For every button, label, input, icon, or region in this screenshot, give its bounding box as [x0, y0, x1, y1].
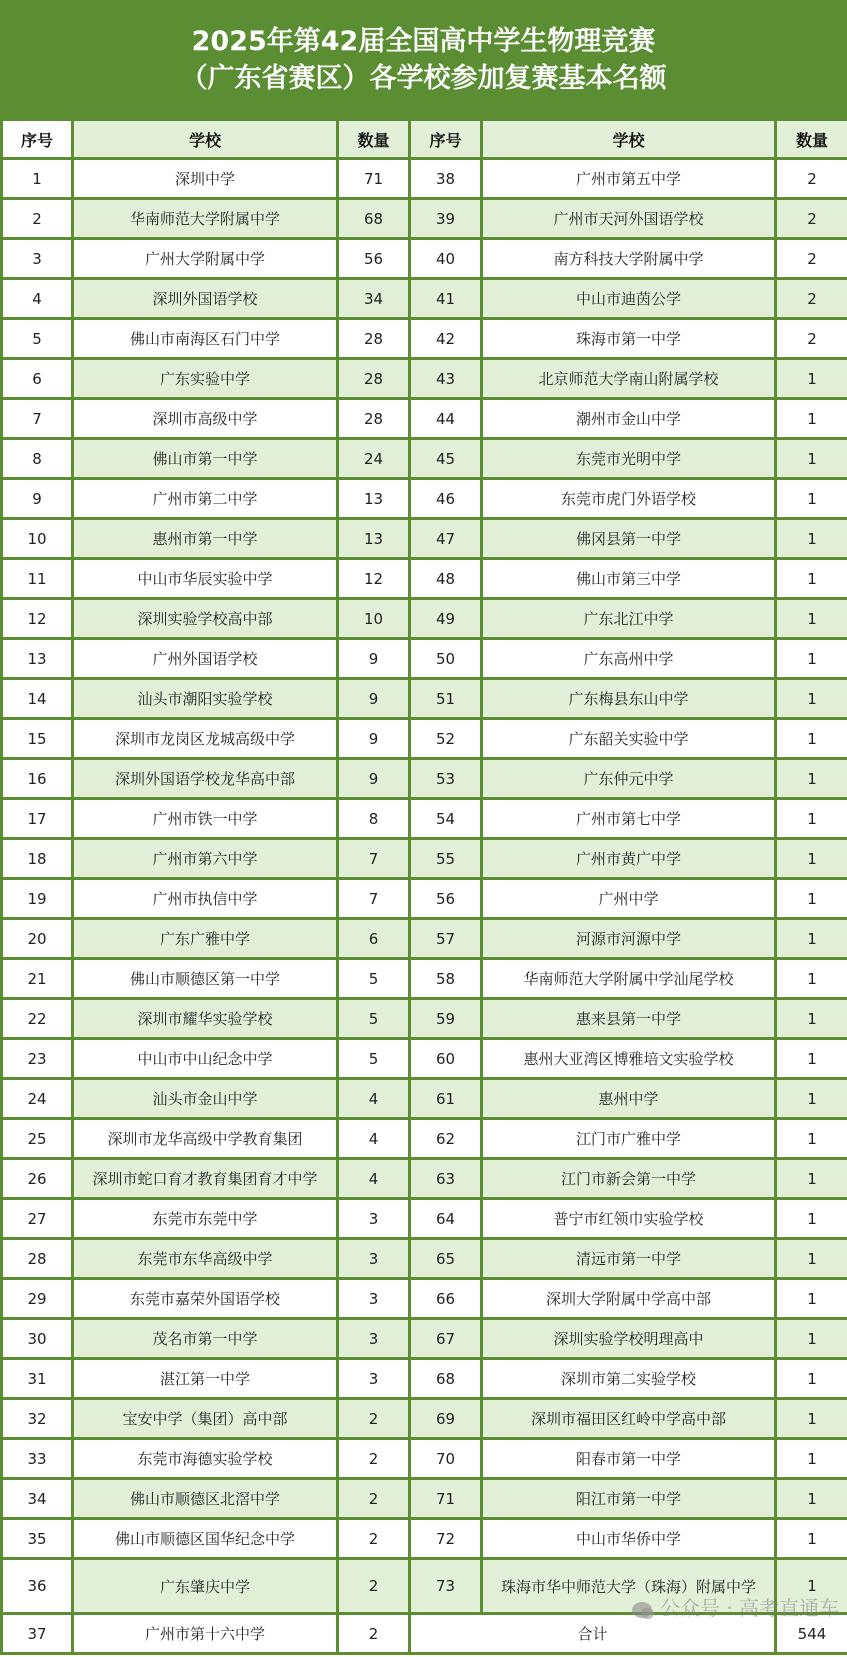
- header-count-left: 数量: [338, 120, 410, 159]
- cell-count: 7: [338, 879, 410, 919]
- cell-no: 30: [2, 1319, 73, 1359]
- cell-count: 1: [776, 1279, 847, 1319]
- cell-count: 28: [338, 319, 410, 359]
- cell-school: 惠州市第一中学: [73, 519, 338, 559]
- cell-no: 54: [410, 799, 482, 839]
- cell-count: 9: [338, 639, 410, 679]
- table-row: [2, 1119, 847, 1159]
- cell-no: 21: [2, 959, 73, 999]
- cell-count: 1: [776, 1199, 847, 1239]
- cell-school: 东莞市光明中学: [482, 439, 776, 479]
- cell-school: 佛山市南海区石门中学: [73, 319, 338, 359]
- cell-no: 68: [410, 1359, 482, 1399]
- cell-count: 1: [776, 519, 847, 559]
- cell-count: 1: [776, 1359, 847, 1399]
- cell-school: 汕头市潮阳实验学校: [73, 679, 338, 719]
- cell-school: 佛山市第一中学: [73, 439, 338, 479]
- cell-school: 广东仲元中学: [482, 759, 776, 799]
- cell-school: 广州市执信中学: [73, 879, 338, 919]
- cell-count: 3: [338, 1319, 410, 1359]
- cell-no: 26: [2, 1159, 73, 1199]
- cell-count: 5: [338, 959, 410, 999]
- cell-school: 惠州中学: [482, 1079, 776, 1119]
- cell-school: 佛山市顺德区国华纪念中学: [73, 1519, 338, 1559]
- cell-school: 广州市铁一中学: [73, 799, 338, 839]
- cell-school: 深圳市蛇口育才教育集团育才中学: [73, 1159, 338, 1199]
- cell-count: 24: [338, 439, 410, 479]
- cell-count: 3: [338, 1239, 410, 1279]
- cell-no: 66: [410, 1279, 482, 1319]
- cell-no: 38: [410, 159, 482, 199]
- cell-no: 50: [410, 639, 482, 679]
- table-row: [2, 1399, 847, 1439]
- cell-count: 1: [776, 1319, 847, 1359]
- cell-count: 2: [338, 1559, 410, 1614]
- cell-count: 4: [338, 1079, 410, 1119]
- table-row: [2, 1239, 847, 1279]
- cell-school: 华南师范大学附属中学汕尾学校: [482, 959, 776, 999]
- table-row: [2, 639, 847, 679]
- table-row: [2, 599, 847, 639]
- header-no-left: 序号: [2, 120, 73, 159]
- cell-no: 47: [410, 519, 482, 559]
- table-row: [2, 999, 847, 1039]
- cell-no: 3: [2, 239, 73, 279]
- cell-no: 33: [2, 1439, 73, 1479]
- table-row: [2, 839, 847, 879]
- table-row: [2, 479, 847, 519]
- cell-no: 45: [410, 439, 482, 479]
- cell-no: 36: [2, 1559, 73, 1614]
- cell-school: 广州中学: [482, 879, 776, 919]
- cell-no: 10: [2, 519, 73, 559]
- cell-school: 东莞市东莞中学: [73, 1199, 338, 1239]
- table-row: [2, 879, 847, 919]
- cell-no: 42: [410, 319, 482, 359]
- cell-school: 东莞市海德实验学校: [73, 1439, 338, 1479]
- title-banner: [0, 0, 847, 120]
- cell-count: 1: [776, 679, 847, 719]
- cell-no: 1: [2, 159, 73, 199]
- table-row: [2, 1079, 847, 1119]
- cell-school: 广州市第五中学: [482, 159, 776, 199]
- cell-count: 8: [338, 799, 410, 839]
- cell-count: 5: [338, 999, 410, 1039]
- cell-no: 57: [410, 919, 482, 959]
- cell-no: 4: [2, 279, 73, 319]
- cell-count: 9: [338, 679, 410, 719]
- cell-count: 6: [338, 919, 410, 959]
- cell-school: 广东高州中学: [482, 639, 776, 679]
- cell-count: 71: [338, 159, 410, 199]
- cell-count: 68: [338, 199, 410, 239]
- cell-no: 51: [410, 679, 482, 719]
- cell-school: 深圳实验学校高中部: [73, 599, 338, 639]
- table-row: [2, 1479, 847, 1519]
- cell-school: 华南师范大学附属中学: [73, 199, 338, 239]
- cell-count: 2: [338, 1519, 410, 1559]
- cell-count: 1: [776, 1239, 847, 1279]
- cell-no: 2: [2, 199, 73, 239]
- table-row: [2, 799, 847, 839]
- cell-count: 4: [338, 1119, 410, 1159]
- cell-count: 2: [776, 199, 847, 239]
- table-row: [2, 319, 847, 359]
- cell-no: 14: [2, 679, 73, 719]
- cell-no: 11: [2, 559, 73, 599]
- cell-count: 9: [338, 759, 410, 799]
- table-row: [2, 199, 847, 239]
- cell-no: 34: [2, 1479, 73, 1519]
- table-row: [2, 519, 847, 559]
- cell-school: 深圳市福田区红岭中学高中部: [482, 1399, 776, 1439]
- cell-no: 52: [410, 719, 482, 759]
- cell-school: 广州市第七中学: [482, 799, 776, 839]
- cell-no: 12: [2, 599, 73, 639]
- cell-school: 惠州大亚湾区博雅培文实验学校: [482, 1039, 776, 1079]
- cell-count: 1: [776, 959, 847, 999]
- cell-school: 珠海市华中师范大学（珠海）附属中学: [482, 1559, 776, 1614]
- table-row: [2, 959, 847, 999]
- cell-no: 67: [410, 1319, 482, 1359]
- cell-school: 深圳市龙华高级中学教育集团: [73, 1119, 338, 1159]
- cell-count: 2: [338, 1439, 410, 1479]
- cell-no: 6: [2, 359, 73, 399]
- header-school-left: 学校: [73, 120, 338, 159]
- cell-school: 宝安中学（集团）高中部: [73, 1399, 338, 1439]
- cell-no: 28: [2, 1239, 73, 1279]
- cell-no: 8: [2, 439, 73, 479]
- cell-no: 35: [2, 1519, 73, 1559]
- cell-count: 1: [776, 1399, 847, 1439]
- table-row: [2, 679, 847, 719]
- cell-count: 34: [338, 279, 410, 319]
- cell-school: 广东肇庆中学: [73, 1559, 338, 1614]
- cell-no: 9: [2, 479, 73, 519]
- cell-no: 70: [410, 1439, 482, 1479]
- cell-no: 58: [410, 959, 482, 999]
- cell-count: 3: [338, 1279, 410, 1319]
- cell-school: 阳江市第一中学: [482, 1479, 776, 1519]
- cell-count: 2: [776, 319, 847, 359]
- table-row: [2, 1519, 847, 1559]
- cell-no: 13: [2, 639, 73, 679]
- cell-school: 汕头市金山中学: [73, 1079, 338, 1119]
- cell-school: 深圳外国语学校: [73, 279, 338, 319]
- cell-school: 潮州市金山中学: [482, 399, 776, 439]
- cell-count: 2: [338, 1399, 410, 1439]
- cell-school: 江门市广雅中学: [482, 1119, 776, 1159]
- cell-count: 1: [776, 879, 847, 919]
- cell-school: 深圳市龙岗区龙城高级中学: [73, 719, 338, 759]
- cell-school: 深圳大学附属中学高中部: [482, 1279, 776, 1319]
- cell-school: 东莞市嘉荣外国语学校: [73, 1279, 338, 1319]
- cell-school: 惠来县第一中学: [482, 999, 776, 1039]
- cell-count: 28: [338, 359, 410, 399]
- cell-school: 清远市第一中学: [482, 1239, 776, 1279]
- title-line-1: 2025年第42届全国高中学生物理竞赛: [191, 26, 656, 57]
- cell-no: 55: [410, 839, 482, 879]
- cell-no: 73: [410, 1559, 482, 1614]
- cell-count: 56: [338, 239, 410, 279]
- cell-school: 南方科技大学附属中学: [482, 239, 776, 279]
- cell-count: 1: [776, 1079, 847, 1119]
- cell-count: 1: [776, 1519, 847, 1559]
- quota-table: [0, 118, 847, 1655]
- cell-no: 62: [410, 1119, 482, 1159]
- cell-school: 广州市天河外国语学校: [482, 199, 776, 239]
- cell-count: 1: [776, 1439, 847, 1479]
- cell-no: 59: [410, 999, 482, 1039]
- table-row: [2, 1319, 847, 1359]
- table-row: [2, 1614, 847, 1654]
- cell-no: 61: [410, 1079, 482, 1119]
- cell-no: 23: [2, 1039, 73, 1079]
- cell-school: 广东北江中学: [482, 599, 776, 639]
- cell-count: 28: [338, 399, 410, 439]
- table-header-row: [2, 120, 847, 159]
- cell-count: 7: [338, 839, 410, 879]
- cell-no: 37: [2, 1614, 73, 1654]
- cell-no: 56: [410, 879, 482, 919]
- cell-count: 1: [776, 559, 847, 599]
- cell-count: 2: [338, 1479, 410, 1519]
- cell-school: 阳春市第一中学: [482, 1439, 776, 1479]
- table-row: [2, 1439, 847, 1479]
- cell-no: 69: [410, 1399, 482, 1439]
- cell-school: 中山市华辰实验中学: [73, 559, 338, 599]
- table-row: [2, 919, 847, 959]
- cell-no: 53: [410, 759, 482, 799]
- cell-school: 东莞市东华高级中学: [73, 1239, 338, 1279]
- table-row: [2, 1199, 847, 1239]
- cell-count: 1: [776, 719, 847, 759]
- table-row: [2, 359, 847, 399]
- cell-count: 1: [776, 839, 847, 879]
- cell-count: 1: [776, 479, 847, 519]
- cell-school: 广州大学附属中学: [73, 239, 338, 279]
- cell-no: 65: [410, 1239, 482, 1279]
- cell-school: 深圳市高级中学: [73, 399, 338, 439]
- cell-school: 中山市华侨中学: [482, 1519, 776, 1559]
- cell-school: 江门市新会第一中学: [482, 1159, 776, 1199]
- cell-count: 1: [776, 1039, 847, 1079]
- cell-no: 44: [410, 399, 482, 439]
- table-row: [2, 1159, 847, 1199]
- table-row: [2, 399, 847, 439]
- cell-no: 40: [410, 239, 482, 279]
- cell-school: 深圳实验学校明理高中: [482, 1319, 776, 1359]
- cell-school: 广东韶关实验中学: [482, 719, 776, 759]
- cell-school: 广州外国语学校: [73, 639, 338, 679]
- table-row: [2, 1559, 847, 1614]
- cell-count: 2: [776, 279, 847, 319]
- cell-school: 佛山市顺德区第一中学: [73, 959, 338, 999]
- cell-count: 3: [338, 1199, 410, 1239]
- cell-no: 71: [410, 1479, 482, 1519]
- cell-school: 广东广雅中学: [73, 919, 338, 959]
- cell-no: 22: [2, 999, 73, 1039]
- cell-school: 北京师范大学南山附属学校: [482, 359, 776, 399]
- cell-no: 5: [2, 319, 73, 359]
- cell-no: 18: [2, 839, 73, 879]
- total-label: 合计: [410, 1614, 776, 1654]
- cell-count: 1: [776, 1479, 847, 1519]
- table-row: [2, 559, 847, 599]
- cell-no: 64: [410, 1199, 482, 1239]
- cell-no: 16: [2, 759, 73, 799]
- cell-count: 4: [338, 1159, 410, 1199]
- cell-count: 2: [776, 159, 847, 199]
- header-no-right: 序号: [410, 120, 482, 159]
- cell-no: 31: [2, 1359, 73, 1399]
- cell-no: 48: [410, 559, 482, 599]
- cell-count: 1: [776, 1159, 847, 1199]
- cell-school: 中山市中山纪念中学: [73, 1039, 338, 1079]
- cell-school: 佛山市第三中学: [482, 559, 776, 599]
- cell-count: 3: [338, 1359, 410, 1399]
- cell-count: 1: [776, 799, 847, 839]
- cell-count: 12: [338, 559, 410, 599]
- cell-no: 46: [410, 479, 482, 519]
- cell-count: 10: [338, 599, 410, 639]
- table-row: [2, 1359, 847, 1399]
- cell-no: 15: [2, 719, 73, 759]
- cell-school: 东莞市虎门外语学校: [482, 479, 776, 519]
- cell-no: 25: [2, 1119, 73, 1159]
- cell-no: 19: [2, 879, 73, 919]
- cell-school: 深圳中学: [73, 159, 338, 199]
- cell-no: 39: [410, 199, 482, 239]
- cell-school: 茂名市第一中学: [73, 1319, 338, 1359]
- table-row: [2, 239, 847, 279]
- total-value: 544: [776, 1614, 847, 1654]
- cell-school: 珠海市第一中学: [482, 319, 776, 359]
- cell-count: 1: [776, 999, 847, 1039]
- title-line-2: （广东省赛区）各学校参加复赛基本名额: [180, 63, 667, 94]
- table-row: [2, 1279, 847, 1319]
- cell-school: 深圳市耀华实验学校: [73, 999, 338, 1039]
- cell-no: 43: [410, 359, 482, 399]
- cell-school: 深圳市第二实验学校: [482, 1359, 776, 1399]
- cell-school: 广东实验中学: [73, 359, 338, 399]
- cell-count: 2: [776, 239, 847, 279]
- cell-count: 1: [776, 1559, 847, 1614]
- cell-count: 5: [338, 1039, 410, 1079]
- cell-no: 72: [410, 1519, 482, 1559]
- cell-count: 1: [776, 399, 847, 439]
- cell-no: 27: [2, 1199, 73, 1239]
- cell-count: 1: [776, 919, 847, 959]
- cell-school: 广州市第十六中学: [73, 1614, 338, 1654]
- cell-no: 20: [2, 919, 73, 959]
- cell-no: 24: [2, 1079, 73, 1119]
- cell-no: 41: [410, 279, 482, 319]
- table-row: [2, 159, 847, 199]
- cell-no: 7: [2, 399, 73, 439]
- cell-school: 广州市第六中学: [73, 839, 338, 879]
- table-row: [2, 439, 847, 479]
- cell-count: 13: [338, 519, 410, 559]
- cell-count: 1: [776, 1119, 847, 1159]
- cell-count: 1: [776, 599, 847, 639]
- watermark-text: 公众号 · 高考直通车: [660, 1596, 840, 1620]
- header-school-right: 学校: [482, 120, 776, 159]
- cell-no: 32: [2, 1399, 73, 1439]
- cell-count: 1: [776, 359, 847, 399]
- cell-no: 29: [2, 1279, 73, 1319]
- header-count-right: 数量: [776, 120, 847, 159]
- cell-school: 广州市第二中学: [73, 479, 338, 519]
- cell-school: 普宁市红领巾实验学校: [482, 1199, 776, 1239]
- table-row: [2, 759, 847, 799]
- cell-school: 河源市河源中学: [482, 919, 776, 959]
- cell-school: 佛冈县第一中学: [482, 519, 776, 559]
- cell-count: 2: [338, 1614, 410, 1654]
- cell-count: 1: [776, 439, 847, 479]
- cell-school: 湛江第一中学: [73, 1359, 338, 1399]
- cell-school: 广东梅县东山中学: [482, 679, 776, 719]
- cell-no: 60: [410, 1039, 482, 1079]
- cell-count: 1: [776, 639, 847, 679]
- cell-school: 中山市迪茵公学: [482, 279, 776, 319]
- table-row: [2, 279, 847, 319]
- cell-count: 9: [338, 719, 410, 759]
- cell-count: 13: [338, 479, 410, 519]
- cell-school: 佛山市顺德区北滘中学: [73, 1479, 338, 1519]
- table-row: [2, 719, 847, 759]
- cell-no: 63: [410, 1159, 482, 1199]
- cell-no: 49: [410, 599, 482, 639]
- cell-no: 17: [2, 799, 73, 839]
- table-row: [2, 1039, 847, 1079]
- cell-school: 深圳外国语学校龙华高中部: [73, 759, 338, 799]
- cell-school: 广州市黄广中学: [482, 839, 776, 879]
- cell-count: 1: [776, 759, 847, 799]
